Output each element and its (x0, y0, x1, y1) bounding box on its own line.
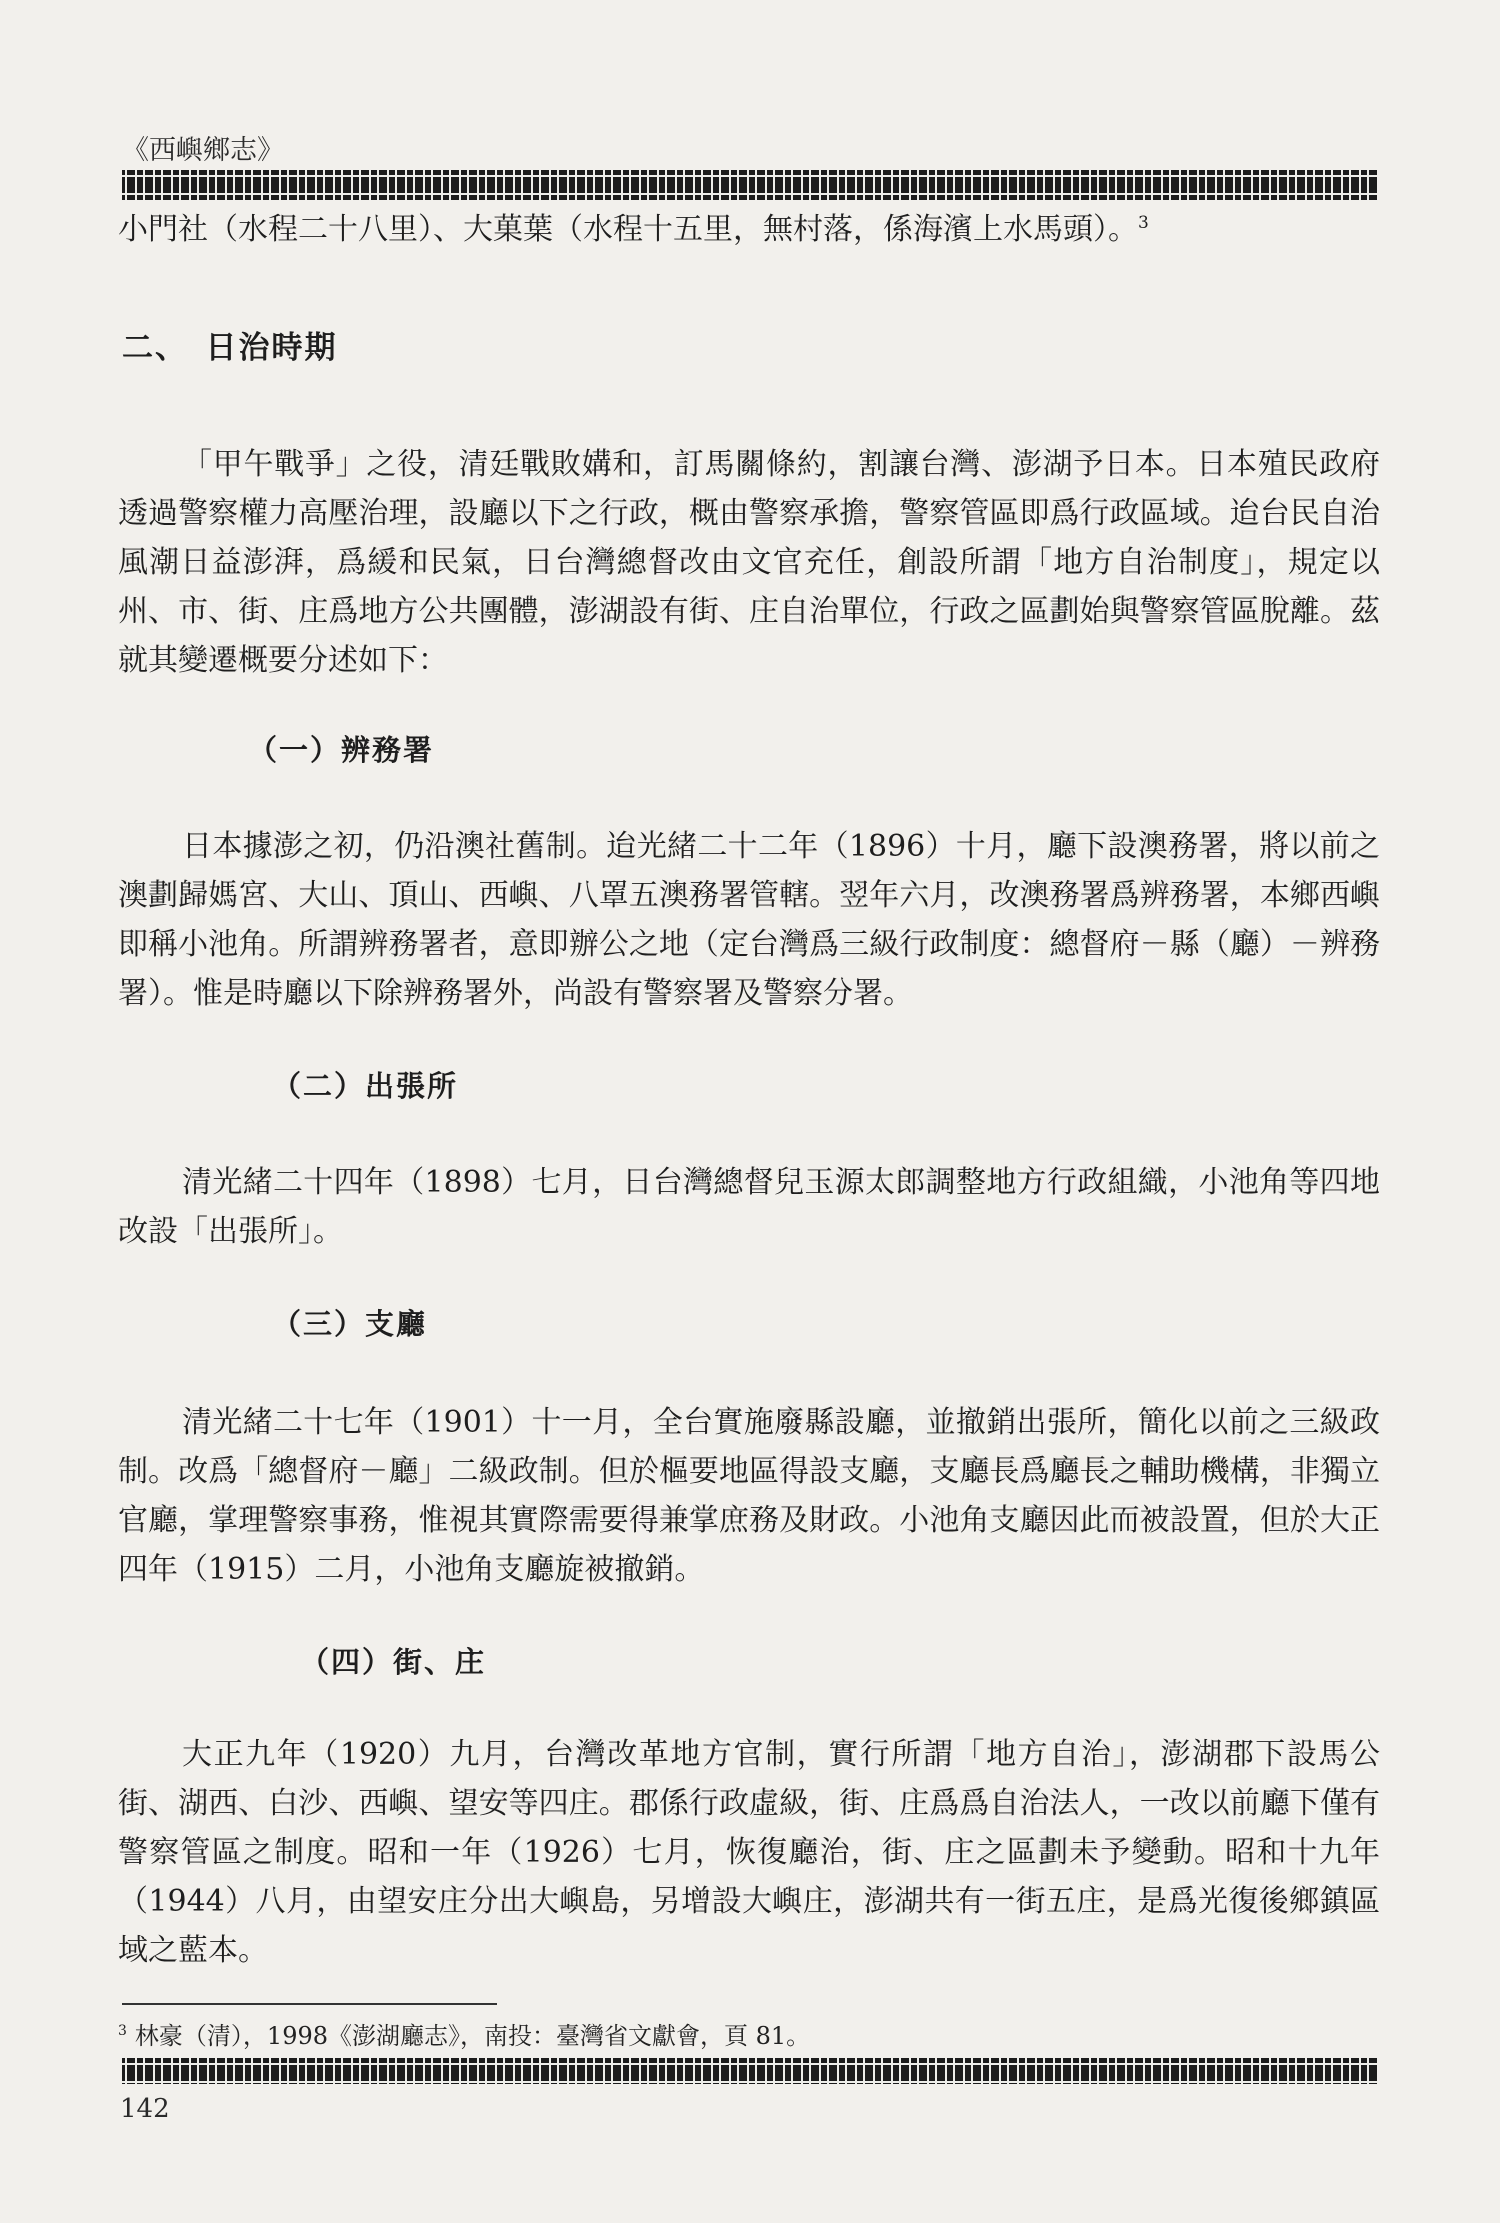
decorative-border-bottom (122, 2058, 1377, 2084)
subsection-text-1: 日本據澎之初，仍沿澳社舊制。迨光緒二十二年（1896）十月，廳下設澳務署，將以前之澳劃歸媽宮、大山、頂山、西嶼、八罩五澳務署管轄。翌年六月，改澳務署爲辨務署，本鄉西嶼即稱小池角。所謂辨務署者，意即辦公之地（定台灣爲三級行政制度：總督府－縣（廳）－辨務署）。惟是時廳以下除辨務署外，尚設有警察署及警察分署。 (118, 829, 1380, 1011)
footnote-ref: 3 (1138, 213, 1149, 233)
continuation-text: 小門社（水程二十八里）、大菓葉（水程十五里，無村落，係海濱上水馬頭）。 (118, 212, 1138, 247)
footnote (118, 2016, 810, 2051)
subsection-heading-1: （一）辨務署 (248, 733, 435, 767)
subsection-body-1 (118, 822, 1380, 1018)
footnote-text: 林豪（清），1998《澎湖廳志》，南投：臺灣省文獻會，頁 81。 (134, 2022, 811, 2050)
subsection-heading-4: （四）街、庄 (300, 1645, 487, 1679)
intro-paragraph (118, 440, 1380, 685)
subsection-text-3: 清光緒二十七年（1901）十一月，全台實施廢縣設廳，並撤銷出張所，簡化以前之三級政制。改爲「總督府－廳」二級政制。但於樞要地區得設支廳，支廳長爲廳長之輔助機構，非獨立官廳，掌理警察事務，惟視其實際需要得兼掌庶務及財政。小池角支廳因此而被設置，但於大正四年（1915）二月，小池角支廳旋被撤銷。 (118, 1405, 1380, 1587)
subsection-body-4 (118, 1730, 1380, 1975)
intro-text: 「甲午戰爭」之役，清廷戰敗媾和，訂馬關條約，割讓台灣、澎湖予日本。日本殖民政府透過警察權力高壓治理，設廳以下之行政，概由警察承擔，警察管區即爲行政區域。迨台民自治風潮日益澎湃，爲緩和民氣，日台灣總督改由文官充任，創設所謂「地方自治制度」，規定以州、市、街、庄爲地方公共團體，澎湖設有街、庄自治單位，行政之區劃始與警察管區脫離。茲就其變遷概要分述如下： (118, 447, 1380, 678)
subsection-body-3 (118, 1398, 1380, 1594)
page-number: 142 (120, 2094, 170, 2124)
running-head: 《西嶼鄉志》 (122, 135, 284, 166)
subsection-body-2 (118, 1158, 1380, 1256)
footnote-number: 3 (118, 2023, 127, 2039)
subsection-text-4: 大正九年（1920）九月，台灣改革地方官制，實行所謂「地方自治」，澎湖郡下設馬公街、湖西、白沙、西嶼、望安等四庄。郡係行政虛級，街、庄爲爲自治法人，一改以前廳下僅有警察管區之制度。昭和一年（1926）七月，恢復廳治，街、庄之區劃未予變動。昭和十九年（1944）八月，由望安庄分出大嶼島，另增設大嶼庄，澎湖共有一街五庄，是爲光復後鄉鎮區域之藍本。 (118, 1737, 1380, 1968)
subsection-heading-3: （三）支廳 (272, 1307, 428, 1341)
continuation-line (118, 205, 1380, 254)
footnote-divider (122, 2003, 497, 2005)
decorative-border-top (122, 170, 1377, 200)
subsection-text-2: 清光緒二十四年（1898）七月，日台灣總督兒玉源太郎調整地方行政組織，小池角等四地改設「出張所」。 (118, 1165, 1380, 1249)
subsection-heading-2: （二）出張所 (272, 1069, 459, 1103)
section-heading: 二、 日治時期 (122, 330, 338, 366)
